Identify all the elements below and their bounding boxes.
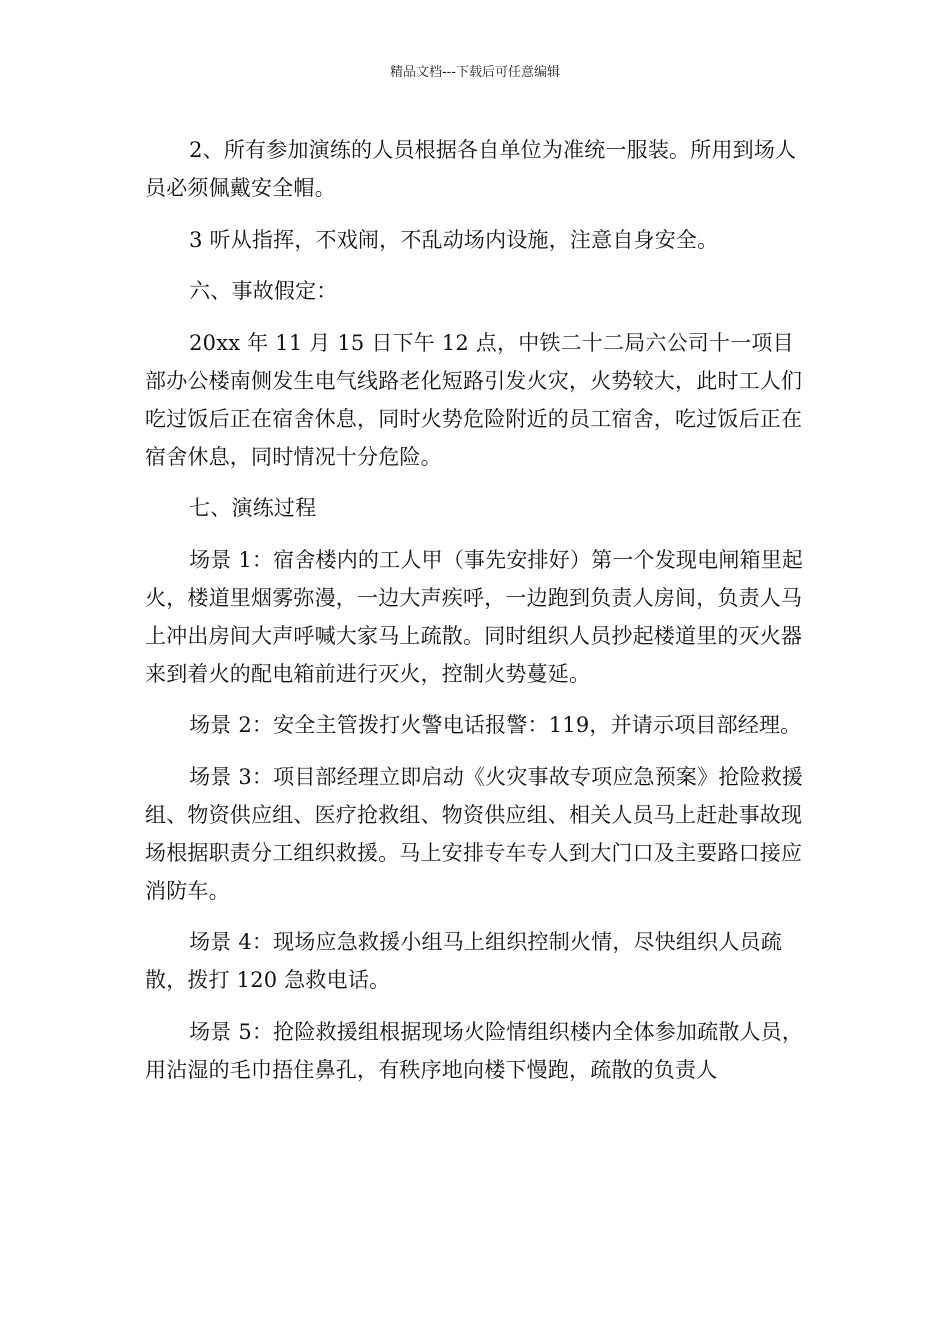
paragraph-scene-5: 场景 5：抢险救援组根据现场火险情组织楼内全体参加疏散人员，用沾湿的毛巾捂住鼻孔，有秩序地向楼下慢跑，疏散的负责人 [145,1019,804,1082]
paragraph-scene-2: 场景 2：安全主管拨打火警电话报警：119，并请示项目部经理。 [189,713,802,737]
paragraph-scene-3: 场景 3：项目部经理立即启动《火灾事故专项应急预案》抢险救援组、物资供应组、医疗抢救组、物资供应组、相关人员马上赶赴事故现场根据职责分工组织救援。马上安排专车专人到大门口及主要路口接应消防车。 [145,764,804,903]
section-heading-accident-assumption: 六、事故假定： [189,279,338,303]
paragraph-obey-command: 3 听从指挥，不戏闹，不乱动场内设施，注意自身安全。 [189,227,719,252]
paragraph-scene-4: 场景 4：现场应急救援小组马上组织控制火情，尽快组织人员疏散，拨打 120 急救电话。 [145,930,782,992]
paragraph-scene-1: 场景 1：宿舍楼内的工人甲（事先安排好）第一个发现电闸箱里起火，楼道里烟雾弥漫，一边大声疾呼，一边跑到负责人房间，负责人马上冲出房间大声呼喊大家马上疏散。同时组织人员抄起楼道里的灭火器来到着火的配电箱前进行灭火，控制火势蔓延。 [145,547,804,686]
paragraph-accident-description: 20xx 年 11 月 15 日下午 12 点，中铁二十二局六公司十一项目部办公楼南侧发生电气线路老化短路引发火灾，火势较大，此时工人们吃过饭后正在宿舍休息，同时火势危险附近的员工宿舍，吃过饭后正在宿舍休息，同时情况十分危险。 [145,330,803,469]
paragraph-uniform-requirement: 2、所有参加演练的人员根据各自单位为准统一服装。所用到场人员必须佩戴安全帽。 [145,138,797,200]
section-heading-drill-process: 七、演练过程 [189,496,317,520]
document-body [145,131,807,1102]
page-header: 精品文档---下载后可任意编辑 [389,65,561,80]
